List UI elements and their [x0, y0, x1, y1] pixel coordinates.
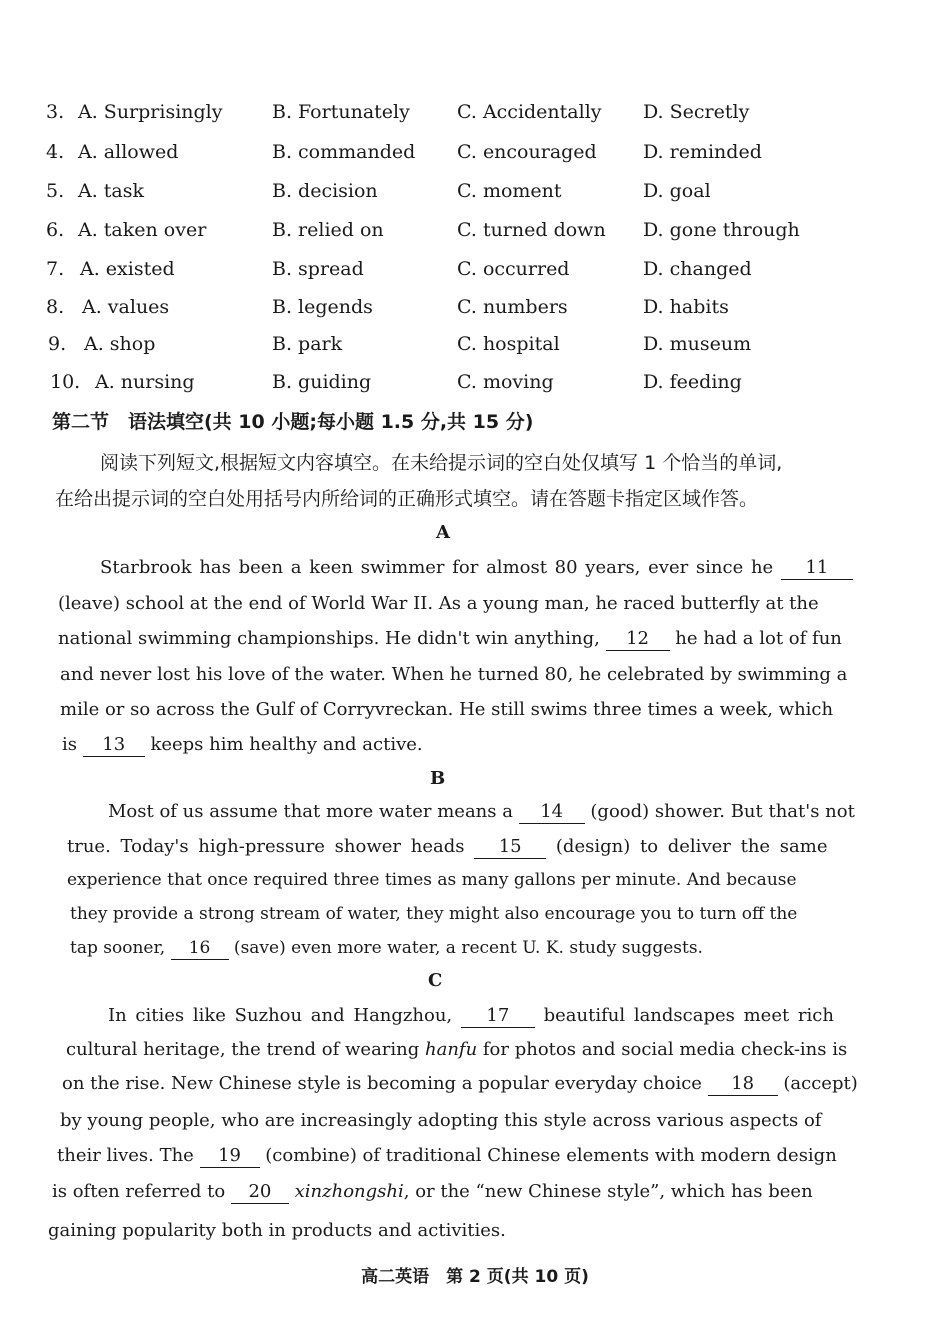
option-a: A. allowed — [78, 141, 179, 163]
passage-a-line: mile or so across the Gulf of Corryvreckan. He still swims three times a week, which — [60, 699, 834, 720]
passage-b-line: experience that once required three times as many gallons per minute. And because — [67, 870, 797, 890]
question-number: 10. — [50, 371, 81, 393]
option-b: B. spread — [272, 258, 364, 280]
passage-a-line: (leave) school at the end of World War II. As a young man, he raced butterfly at the — [58, 593, 819, 614]
instruction-line-1: 阅读下列短文,根据短文内容填空。在未给提示词的空白处仅填写 1 个恰当的单词, — [100, 452, 783, 474]
option-a: A. nursing — [95, 371, 195, 393]
page-footer: 高二英语 第 2 页(共 10 页) — [361, 1267, 589, 1287]
option-b: B. guiding — [272, 371, 372, 393]
passage-b-line: tap sooner, 16 (save) even more water, a recent U. K. study suggests. — [70, 938, 703, 958]
option-d: D. reminded — [643, 141, 762, 163]
passage-a-line: Starbrook has been a keen swimmer for almost 80 years, ever since he 11 — [100, 557, 853, 580]
option-c: C. moving — [457, 371, 554, 393]
question-row — [0, 101, 950, 131]
option-b: B. decision — [272, 180, 378, 202]
section-heading: 第二节 语法填空(共 10 小题;每小题 1.5 分,共 15 分) — [52, 411, 534, 433]
passage-c-line: their lives. The 19 (combine) of traditional Chinese elements with modern design — [57, 1145, 837, 1166]
option-a: A. taken over — [78, 219, 207, 241]
blank-14: 14 — [519, 803, 585, 824]
option-c: C. moment — [457, 180, 562, 202]
option-c: C. encouraged — [457, 141, 597, 163]
option-b: B. relied on — [272, 219, 384, 241]
question-number: 7. — [46, 258, 65, 280]
passage-b-line: Most of us assume that more water means a 14 (good) shower. But that's not — [108, 801, 855, 822]
question-row — [0, 258, 950, 288]
passage-b-line: they provide a strong stream of water, they might also encourage you to turn off the — [70, 904, 798, 924]
option-d: D. changed — [643, 258, 752, 280]
blank-16: 16 — [171, 940, 229, 960]
instruction-line-2: 在给出提示词的空白处用括号内所给词的正确形式填空。请在答题卡指定区域作答。 — [55, 488, 759, 510]
question-number: 5. — [46, 180, 65, 202]
option-c: C. hospital — [457, 333, 560, 355]
blank-11: 11 — [781, 559, 853, 580]
question-number: 8. — [46, 296, 65, 318]
question-row — [0, 371, 950, 401]
blank-18: 18 — [708, 1075, 778, 1096]
option-d: D. goal — [643, 180, 711, 202]
option-c: C. turned down — [457, 219, 606, 241]
question-row — [0, 141, 950, 171]
option-d: D. museum — [643, 333, 752, 355]
blank-13: 13 — [83, 736, 145, 757]
passage-b-line: true. Today's high-pressure shower heads 15 (design) to deliver the same — [67, 836, 828, 857]
passage-b-label: B — [430, 768, 446, 789]
question-number: 4. — [46, 141, 65, 163]
option-c: C. numbers — [457, 296, 568, 318]
passage-a-line: is 13 keeps him healthy and active. — [62, 734, 423, 755]
question-number: 9. — [48, 333, 67, 355]
option-a: A. existed — [80, 258, 175, 280]
blank-17: 17 — [461, 1007, 535, 1028]
blank-15: 15 — [474, 838, 546, 859]
blank-19: 19 — [200, 1147, 260, 1168]
option-c: C. occurred — [457, 258, 570, 280]
option-d: D. gone through — [643, 219, 800, 241]
option-d: D. habits — [643, 296, 729, 318]
passage-c-line: gaining popularity both in products and activities. — [48, 1220, 506, 1241]
passage-c-line: is often referred to 20 xinzhongshi, or the “new Chinese style”, which has been — [52, 1181, 813, 1202]
passage-a-line: and never lost his love of the water. When he turned 80, he celebrated by swimming a — [60, 664, 848, 685]
option-a: A. shop — [84, 333, 156, 355]
option-d: D. Secretly — [643, 101, 750, 123]
option-b: B. park — [272, 333, 343, 355]
option-b: B. legends — [272, 296, 373, 318]
passage-a-label: A — [436, 522, 450, 543]
question-number: 3. — [46, 101, 65, 123]
question-number: 6. — [46, 219, 65, 241]
option-b: B. commanded — [272, 141, 416, 163]
passage-c-line: cultural heritage, the trend of wearing hanfu for photos and social media check-ins is — [66, 1039, 848, 1060]
passage-a-line: national swimming championships. He didn't win anything, 12 he had a lot of fun — [58, 628, 842, 649]
question-row — [0, 296, 950, 326]
passage-c-line: In cities like Suzhou and Hangzhou, 17 beautiful landscapes meet rich — [108, 1005, 834, 1026]
option-a: A. values — [82, 296, 170, 318]
option-c: C. Accidentally — [457, 101, 602, 123]
question-row — [0, 180, 950, 210]
option-a: A. Surprisingly — [78, 101, 223, 123]
option-b: B. Fortunately — [272, 101, 410, 123]
question-row — [0, 333, 950, 363]
option-a: A. task — [78, 180, 145, 202]
passage-c-line: on the rise. New Chinese style is becoming a popular everyday choice 18 (accept) — [62, 1073, 858, 1094]
passage-c-line: by young people, who are increasingly adopting this style across various aspects of — [60, 1110, 822, 1131]
blank-20: 20 — [231, 1183, 289, 1204]
question-row — [0, 219, 950, 249]
blank-12: 12 — [606, 630, 670, 651]
option-d: D. feeding — [643, 371, 742, 393]
passage-c-label: C — [428, 970, 443, 991]
